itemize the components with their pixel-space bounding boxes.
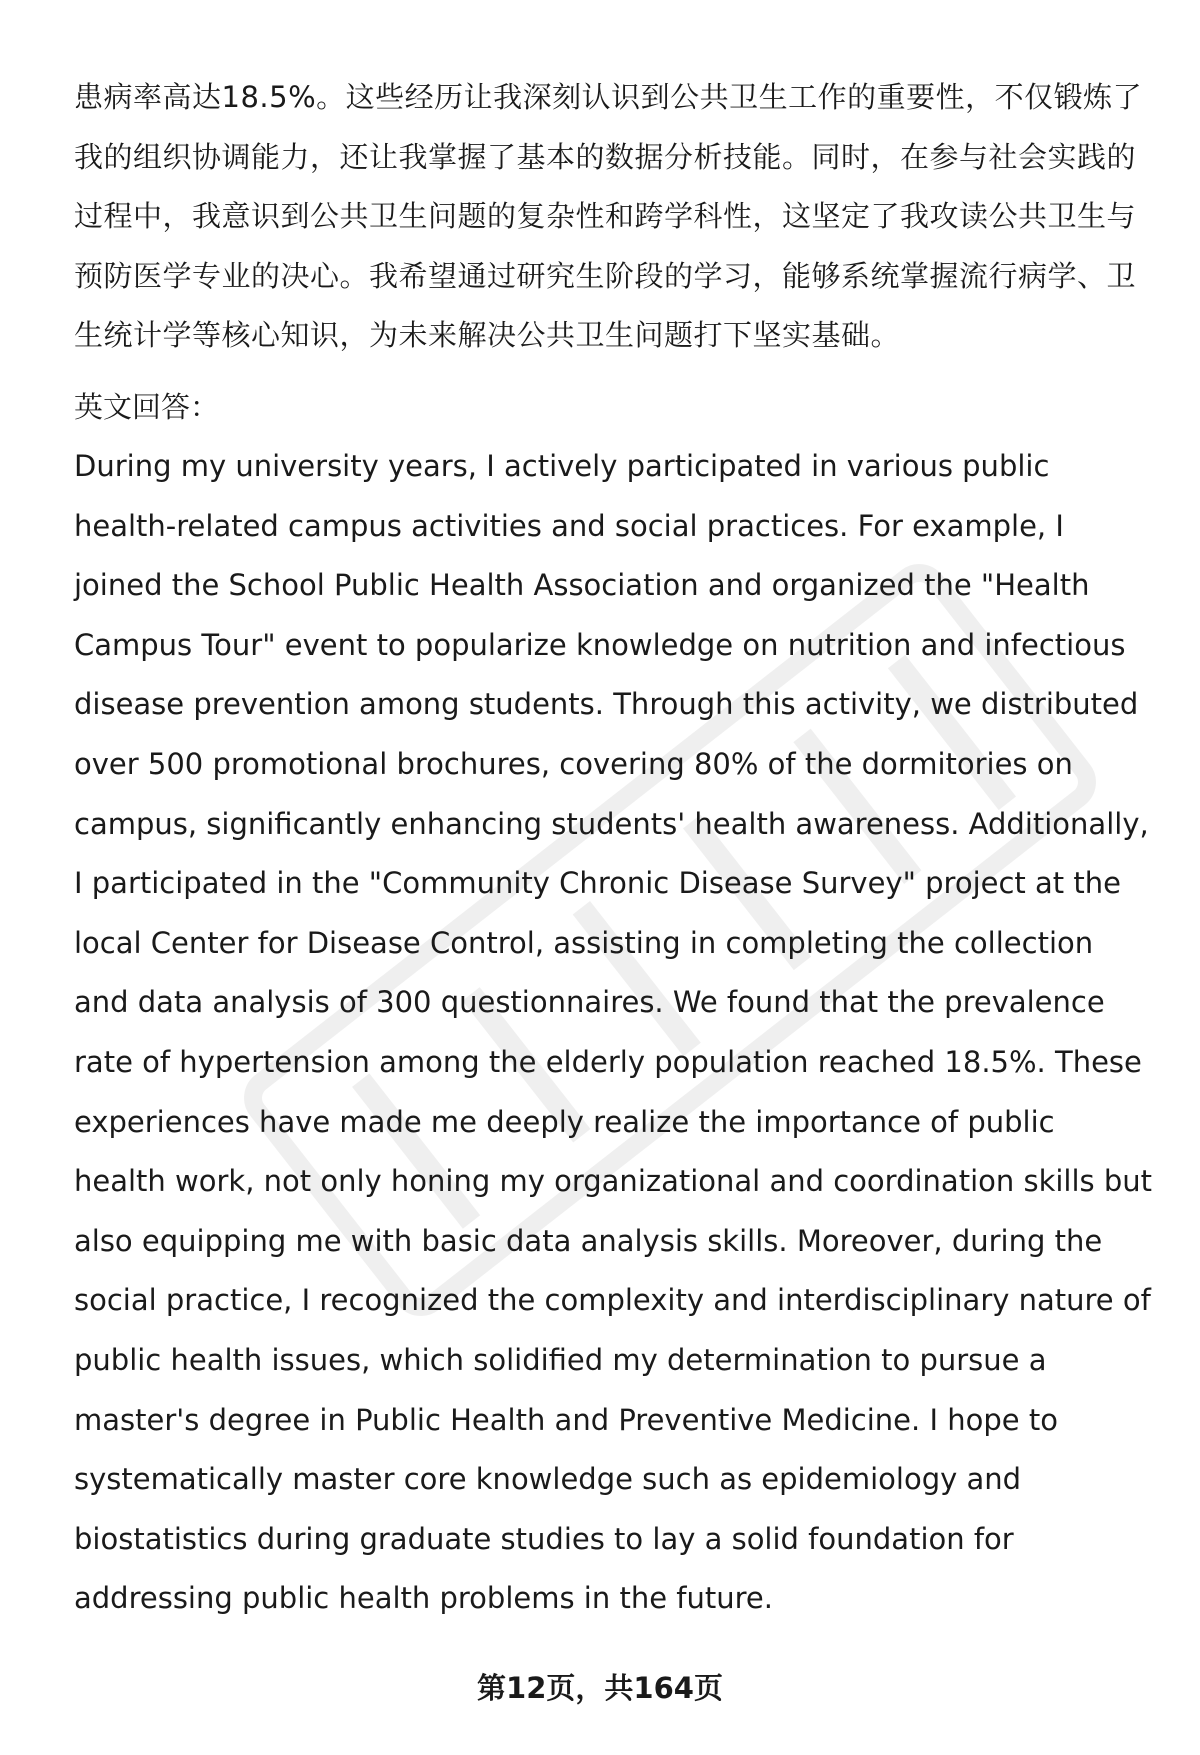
document-page <box>74 68 1154 1629</box>
english-paragraph: During my university years, I actively participated in various public health-related campus activities and social practices. For example, I joined the School Public Health Association and organized the "Health Campus Tour" event to popularize knowledge on nutrition and infectious disease prevention among students. Through this activity, we distributed over 500 promotional brochures, covering 80% of the dormitories on campus, significantly enhancing students' health awareness. Additionally, I participated in the "Community Chronic Disease Survey" project at the local Center for Disease Control, assisting in completing the collection and data analysis of 300 questionnaires. We found that the prevalence rate of hypertension among the elderly population reached 18.5%. These experiences have made me deeply realize the importance of public health work, not only honing my organizational and coordination skills but also equipping me with basic data analysis skills. Moreover, during the social practice, I recognized the complexity and interdisciplinary nature of public health issues, which solidified my determination to pursue a master's degree in Public Health and Preventive Medicine. I hope to systematically master core knowledge such as epidemiology and biostatistics during graduate studies to lay a solid foundation for addressing public health problems in the future. <box>74 449 1153 1616</box>
page-footer: 第12页，共164页 <box>477 1671 723 1705</box>
chinese-paragraph: 患病率高达18.5%。这些经历让我深刻认识到公共卫生工作的重要性，不仅锻炼了我的组织协调能力，还让我掌握了基本的数据分析技能。同时，在参与社会实践的过程中，我意识到公共卫生问题的复杂性和跨学科性，这坚定了我攻读公共卫生与预防医学专业的决心。我希望通过研究生阶段的学习，能够系统掌握流行病学、卫生统计学等核心知识，为未来解决公共卫生问题打下坚实基础。 <box>74 80 1143 352</box>
english-answer-label: 英文回答： <box>74 389 220 424</box>
